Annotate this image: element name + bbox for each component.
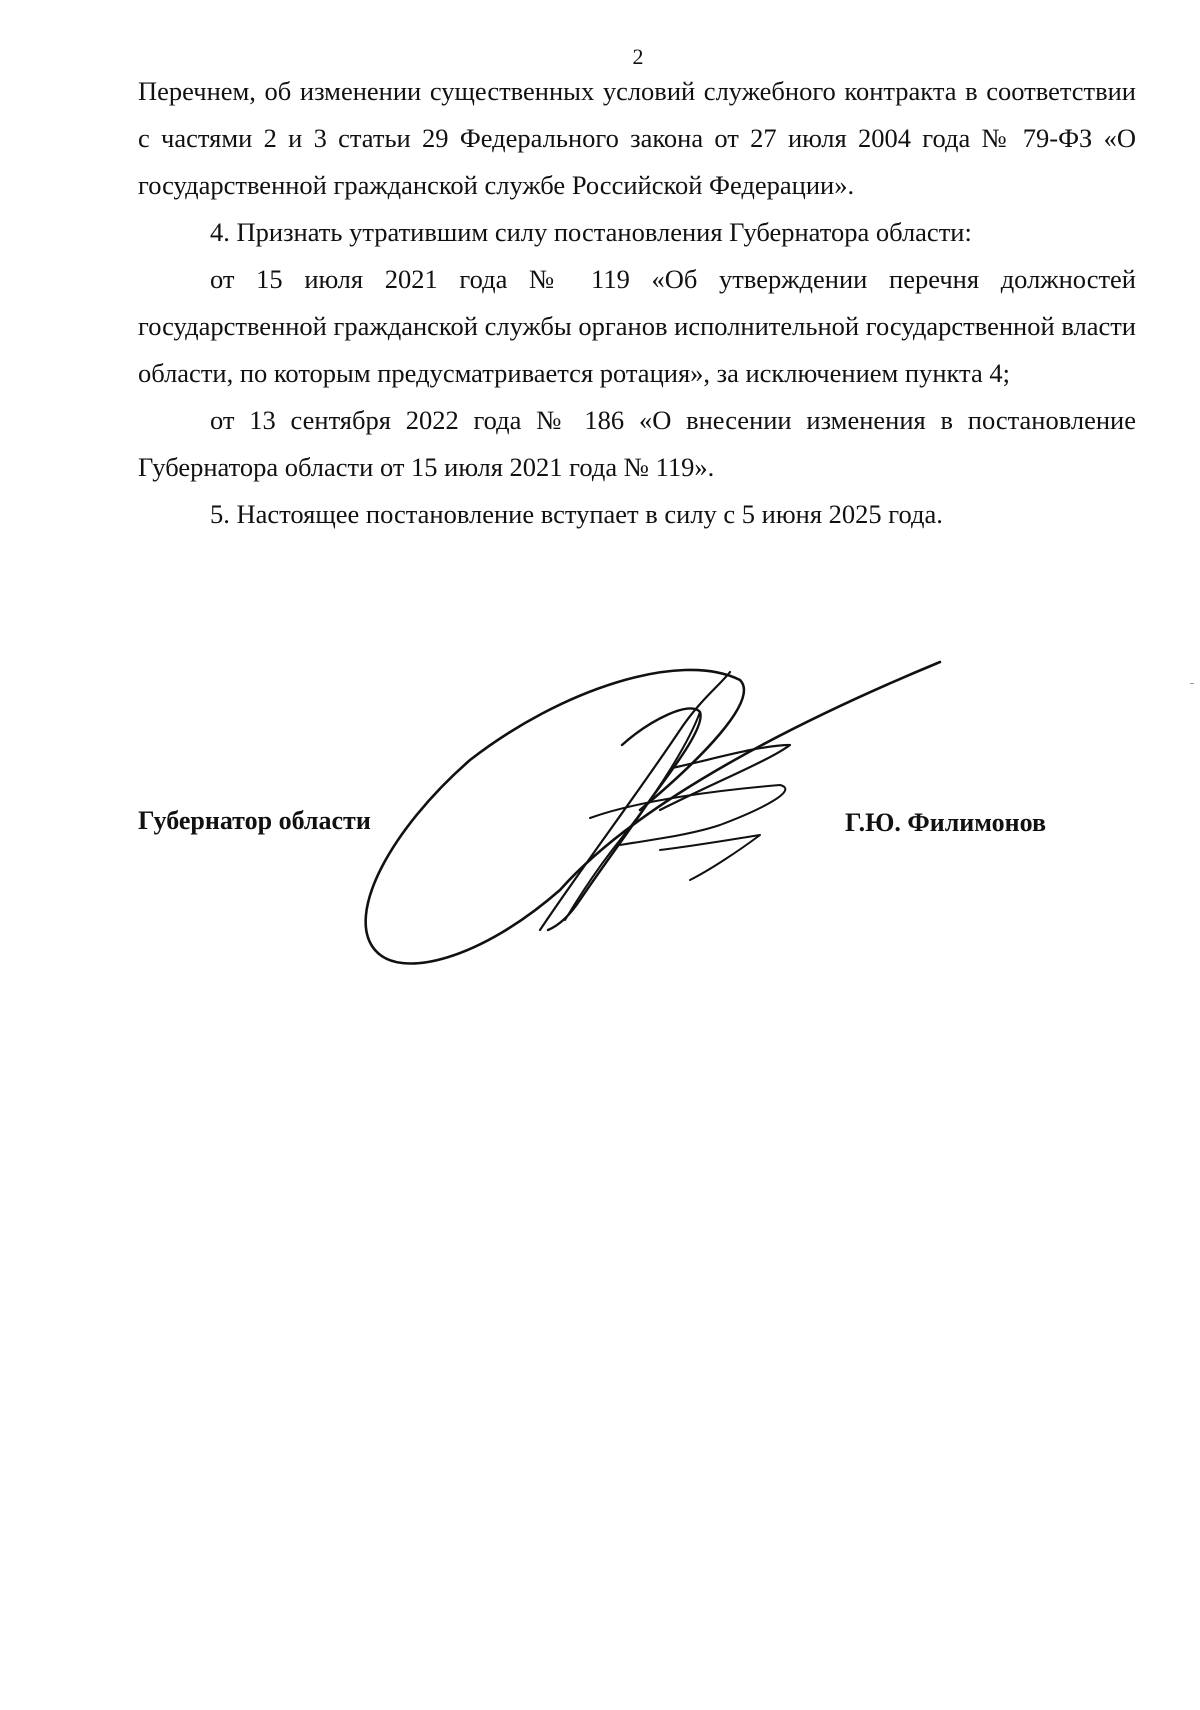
signatory-name: Г.Ю. Филимонов xyxy=(845,808,1047,837)
paragraph-item-4: 4. Признать утратившим силу постановления Губернатора области: xyxy=(210,217,972,247)
document-body xyxy=(138,68,1136,538)
signatory-title: Губернатор области xyxy=(138,806,371,835)
paragraph-decree-2022: от 13 сентября 2022 года № 186 «О внесении изменения в постановление Губернатора области от 15 июля 2021 года № 119». xyxy=(138,405,1136,482)
page-number: 2 xyxy=(632,44,644,69)
paragraph-decree-2021: от 15 июля 2021 года № 119 «Об утверждении перечня должностей государственной гражданской службы органов исполнительной государственной власти области, по которым предусматривается ротация», за исключением пункта 4; xyxy=(138,264,1136,388)
paragraph-item-5: 5. Настоящее постановление вступает в силу с 5 июня 2025 года. xyxy=(210,499,943,529)
scan-artifact xyxy=(1190,683,1194,684)
paragraph-continuation: Перечнем, об изменении существенных условий служебного контракта в соответствии с частями 2 и 3 статьи 29 Федерального закона от 27 июля 2004 года № 79-ФЗ «О государственной гражданской службе Российской Федерации». xyxy=(138,76,1136,200)
